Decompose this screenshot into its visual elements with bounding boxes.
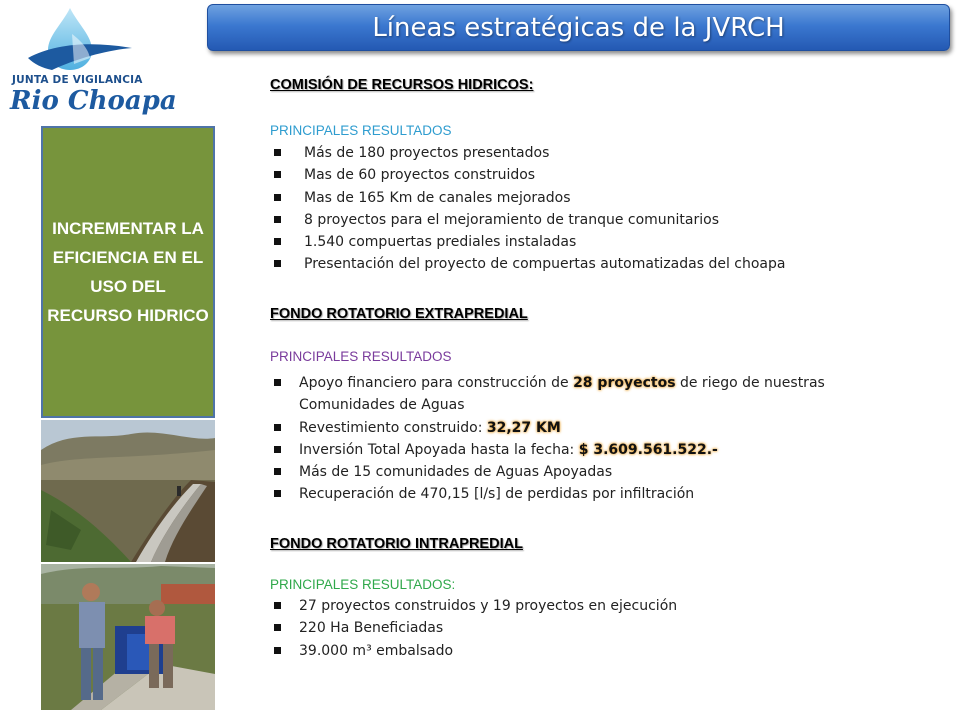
bullet-icon	[274, 260, 281, 267]
bullet-icon	[274, 238, 281, 245]
list-item: 39.000 m³ embalsado	[270, 640, 677, 662]
strategic-line-text: INCREMENTAR LA EFICIENCIA EN EL USO DEL RECURSO HIDRICO	[47, 219, 209, 325]
list-item: 8 proyectos para el mejoramiento de tranque comunitarios	[270, 209, 785, 231]
list-item: 220 Ha Beneficiadas	[270, 617, 677, 639]
list-item: Más de 15 comunidades de Aguas Apoyadas	[270, 461, 919, 483]
list-item: Mas de 60 proyectos construidos	[270, 164, 785, 186]
workers-gate-photo	[41, 564, 215, 710]
title-banner	[207, 4, 950, 51]
section-subheading-comision: PRINCIPALES RESULTADOS	[270, 123, 452, 138]
section-heading-comision: COMISIÓN DE RECURSOS HIDRICOS:	[270, 77, 534, 93]
section-subheading-intrapredial: PRINCIPALES RESULTADOS:	[270, 577, 456, 592]
bullet-icon	[274, 647, 281, 654]
results-list-comision	[270, 142, 785, 276]
section-heading-intrapredial: FONDO ROTATORIO INTRAPREDIAL	[270, 536, 523, 552]
bullet-icon	[274, 379, 281, 386]
list-item: Presentación del proyecto de compuertas automatizadas del choapa	[270, 253, 785, 275]
bullet-icon	[274, 171, 281, 178]
list-item: Inversión Total Apoyada hasta la fecha: $ 3.609.561.522.-	[270, 439, 919, 461]
bullet-icon	[274, 424, 281, 431]
bullet-icon	[274, 149, 281, 156]
section-heading-extrapredial: FONDO ROTATORIO EXTRAPREDIAL	[270, 306, 528, 322]
strategic-line-box	[41, 126, 215, 418]
list-item: Revestimiento construido: 32,27 KM	[270, 417, 919, 439]
bullet-icon	[274, 194, 281, 201]
list-item: Recuperación de 470,15 [l/s] de perdidas por infiltración	[270, 483, 919, 505]
logo-river-name: Rio Choapa	[10, 86, 177, 116]
bullet-icon	[274, 216, 281, 223]
page-title: Líneas estratégicas de la JVRCH	[372, 12, 785, 43]
bullet-icon	[274, 624, 281, 631]
results-list-extrapredial	[270, 372, 919, 506]
water-drop-logo-icon	[8, 4, 148, 76]
bullet-icon	[274, 446, 281, 453]
list-item: Apoyo financiero para construcción de 28 proyectos de riego de nuestras Comunidades de Aguas	[270, 372, 919, 417]
list-item: Mas de 165 Km de canales mejorados	[270, 187, 785, 209]
canal-construction-photo	[41, 420, 215, 562]
results-list-intrapredial	[270, 595, 677, 662]
list-item: 27 proyectos construidos y 19 proyectos en ejecución	[270, 595, 677, 617]
logo-org-name: JUNTA DE VIGILANCIA	[12, 74, 143, 86]
logo	[8, 4, 177, 124]
list-item: 1.540 compuertas prediales instaladas	[270, 231, 785, 253]
bullet-icon	[274, 490, 281, 497]
bullet-icon	[274, 602, 281, 609]
list-item: Más de 180 proyectos presentados	[270, 142, 785, 164]
bullet-icon	[274, 468, 281, 475]
section-subheading-extrapredial: PRINCIPALES RESULTADOS	[270, 349, 452, 364]
